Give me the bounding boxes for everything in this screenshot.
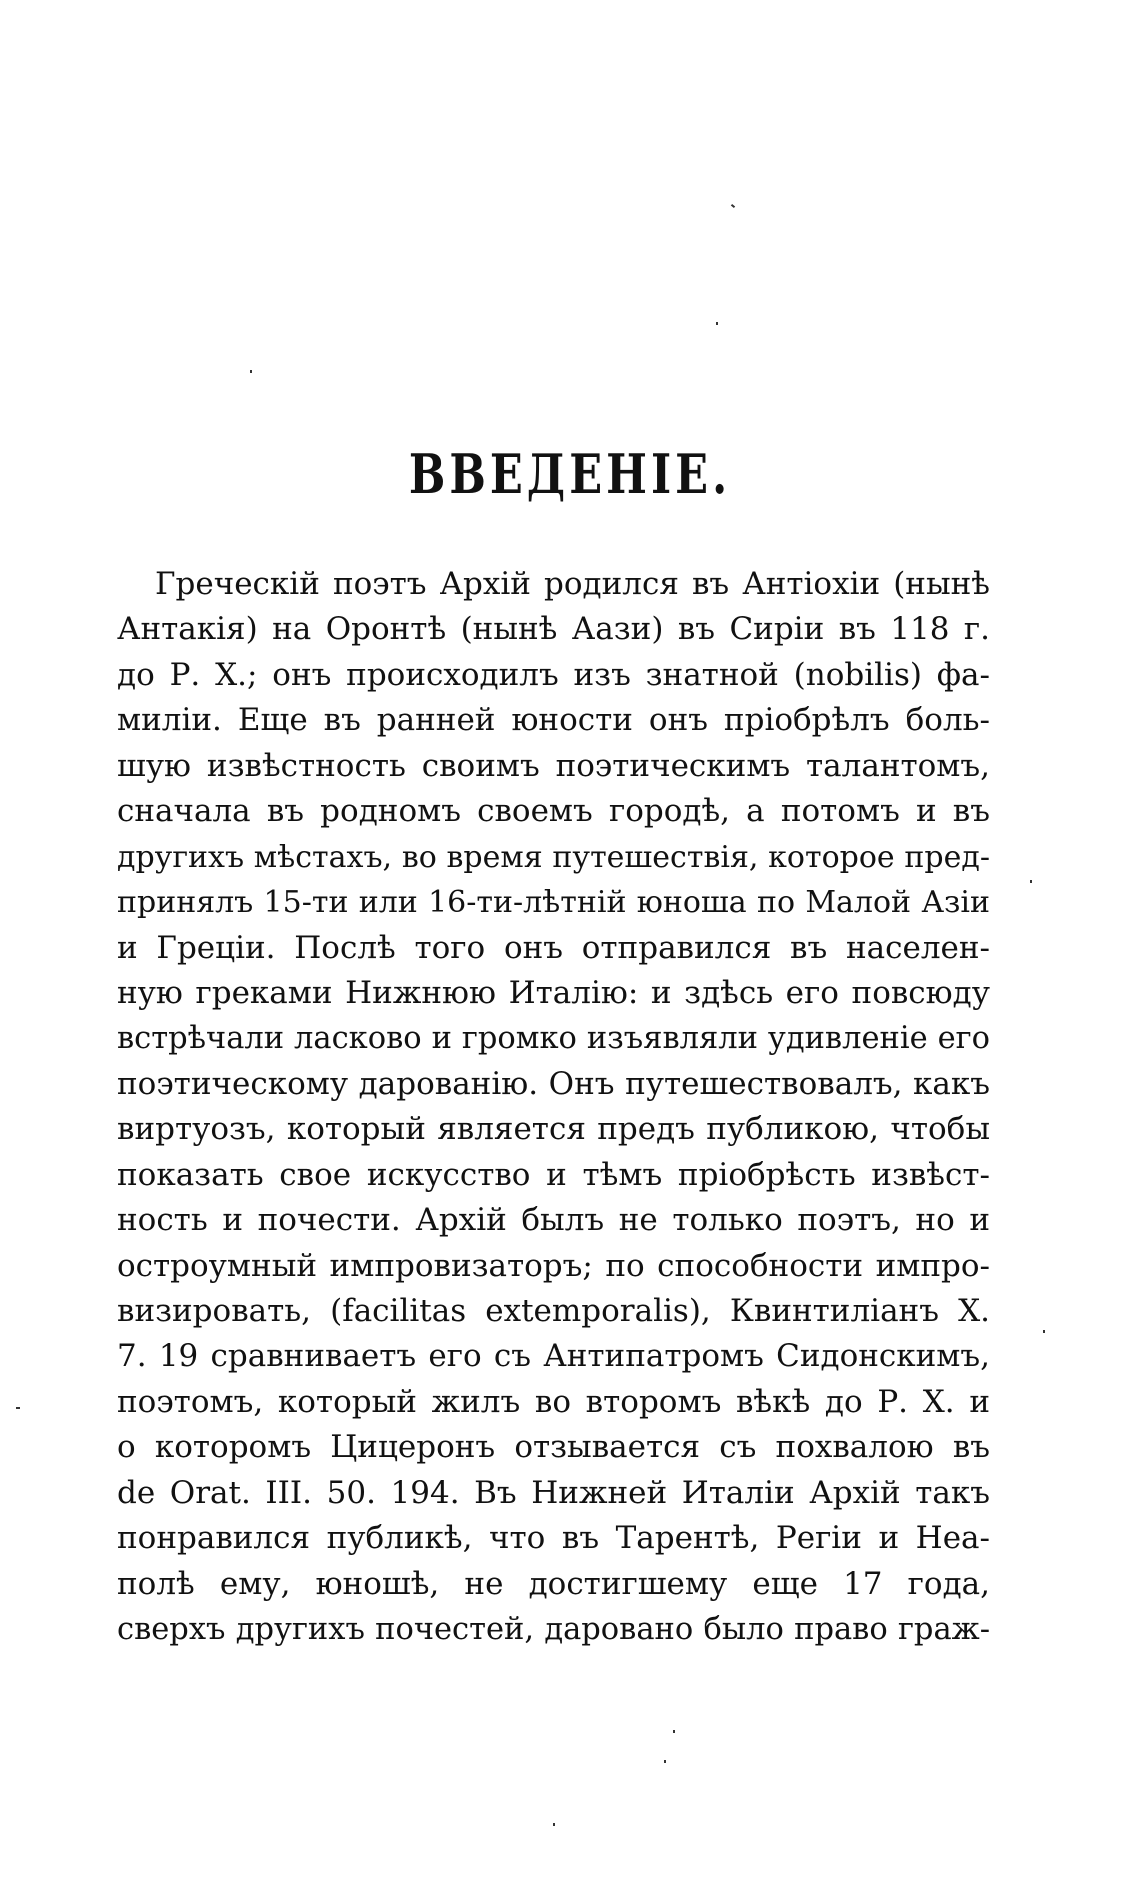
text-line: ность и почести. Архій былъ не только поэтъ, но и xyxy=(117,1202,990,1239)
scan-speck xyxy=(731,204,735,208)
text-line: сверхъ другихъ почестей, даровано было право граж- xyxy=(117,1612,990,1648)
scan-speck xyxy=(716,322,718,325)
text-line: виртуозъ, который является предъ публикою, чтобы xyxy=(117,1111,990,1148)
chapter-title: ВВЕДЕНІЕ. xyxy=(408,442,732,506)
text-line: миліи. Еще въ ранней юности онъ пріобрѣлъ боль- xyxy=(117,702,990,739)
text-line: шую извѣстность своимъ поэтическимъ талантомъ, xyxy=(117,747,990,784)
scan-speck xyxy=(1030,880,1032,883)
text-line: принялъ 15-ти или 16-ти-лѣтній юноша по Малой Азіи xyxy=(117,885,990,921)
text-line: ную греками Нижнюю Италію: и здѣсь его повсюду xyxy=(117,974,990,1011)
scan-speck xyxy=(673,1730,675,1733)
text-line: другихъ мѣстахъ, во время путешествія, которое пред- xyxy=(117,839,990,875)
text-line: показать свое искусство и тѣмъ пріобрѣсть извѣст- xyxy=(117,1156,990,1193)
text-line: визировать, (facilitas extemporalis), Квинтиліанъ Х. xyxy=(117,1293,990,1329)
body-text xyxy=(117,562,990,1653)
text-line: de Orat. III. 50. 194. Въ Нижней Италіи Архій такъ xyxy=(117,1474,990,1511)
text-line: Антакія) на Оронтѣ (нынѣ Аази) въ Сиріи въ 118 г. xyxy=(117,611,990,648)
scan-speck xyxy=(250,370,252,373)
text-line: поэтомъ, который жилъ во второмъ вѣкѣ до Р. Х. и xyxy=(117,1383,990,1420)
text-line: о которомъ Цицеронъ отзывается съ похвалою въ xyxy=(117,1429,990,1466)
scan-speck xyxy=(664,1760,666,1763)
text-line: и Греціи. Послѣ того онъ отправился въ населен- xyxy=(117,929,990,966)
scan-speck xyxy=(1043,1330,1045,1333)
scan-speck xyxy=(16,1407,20,1409)
text-line: остроумный импровизаторъ; по способности импро- xyxy=(117,1247,990,1284)
text-line: до Р. Х.; онъ происходилъ изъ знатной (nobilis) фа- xyxy=(117,656,990,693)
scan-speck xyxy=(553,1823,555,1826)
text-line: встрѣчали ласково и громко изъявляли удивленіе его xyxy=(117,1021,990,1057)
text-line: понравился публикѣ, что въ Тарентѣ, Регіи и Неа- xyxy=(117,1520,990,1557)
text-line: Греческій поэтъ Архій родился въ Антіохіи (нынѣ xyxy=(155,566,990,602)
text-line: сначала въ родномъ своемъ городѣ, а потомъ и въ xyxy=(117,793,990,830)
text-line: полѣ ему, юношѣ, не достигшему еще 17 года, xyxy=(117,1565,990,1602)
text-line: 7. 19 сравниваетъ его съ Антипатромъ Сидонскимъ, xyxy=(117,1338,990,1375)
text-line: поэтическому дарованію. Онъ путешествовалъ, какъ xyxy=(117,1065,990,1102)
